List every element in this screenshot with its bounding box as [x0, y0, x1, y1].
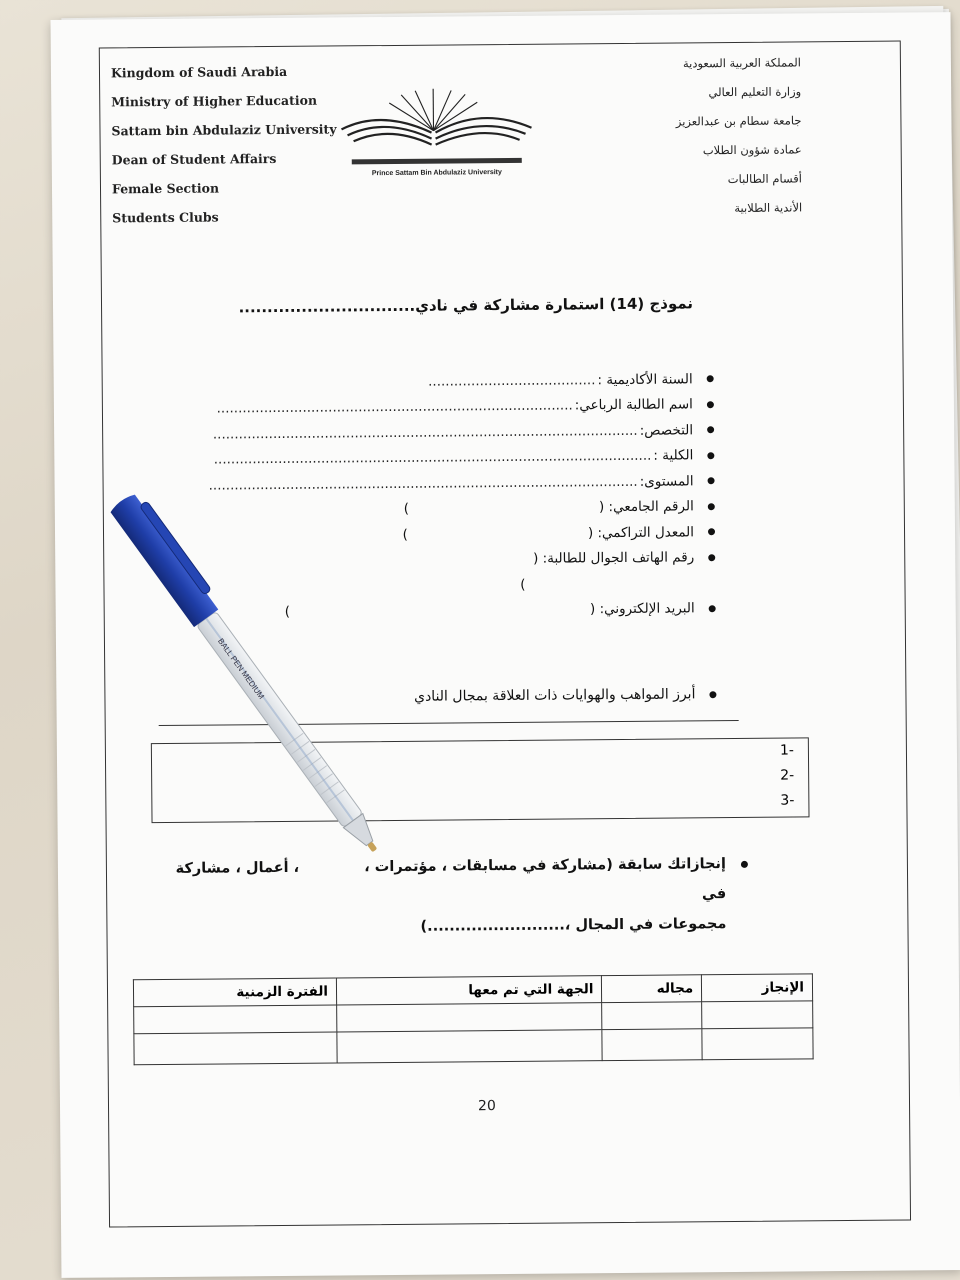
talent-row-3: -3: [780, 792, 795, 809]
field-fill: .......................................: [428, 371, 596, 390]
field-fill: ...................................................................................................: [212, 422, 638, 443]
field-close-paren: ): [520, 576, 526, 593]
field-close-paren: ): [284, 604, 291, 621]
header-line-university: Sattam bin Abdulaziz University: [111, 121, 337, 139]
ar-line-kingdom: المملكة العربية السعودية: [682, 55, 801, 71]
achievements-text-cont: ، أعمال ، مشاركة في: [175, 859, 727, 903]
header-line-dean: Dean of Student Affairs: [111, 150, 277, 168]
table-cell[interactable]: [134, 1005, 337, 1034]
talent-row-1: -1: [779, 742, 795, 759]
university-logo: [331, 88, 542, 180]
table-cell[interactable]: [602, 1002, 702, 1030]
table-cell[interactable]: [337, 1003, 603, 1032]
page-number: 20: [477, 1098, 496, 1115]
bullet-icon: [741, 861, 748, 868]
field-label: السنة الأكاديمية :: [597, 371, 693, 388]
col-field: مجاله: [602, 975, 702, 1003]
header-line-kingdom: Kingdom of Saudi Arabia: [110, 63, 288, 81]
bullet-icon: [707, 426, 714, 433]
logo-caption: Prince Sattam Bin Abdulaziz University: [371, 169, 502, 178]
field-label: البريد الإلكتروني: (: [589, 600, 695, 618]
form-title-dots: ...............................: [238, 296, 416, 317]
field-label: الكلية :: [653, 447, 694, 464]
achievements-text-line2: مجموعات في المجال ،.........................): [420, 916, 727, 935]
talents-heading: [414, 686, 717, 705]
bullet-icon: [709, 605, 716, 612]
field-close-paren: ): [403, 501, 410, 518]
table-cell[interactable]: [702, 1001, 813, 1029]
ar-line-dean: عمادة شؤون الطلاب: [702, 142, 802, 158]
bullet-icon: [708, 554, 715, 561]
talents-heading-text: أبرز المواهب والهوايات ذات العلاقة بمجال النادي: [414, 686, 696, 705]
field-label: الرقم الجامعي: (: [598, 498, 694, 516]
col-period: الفترة الزمنية: [133, 978, 336, 1007]
table-row[interactable]: [134, 1028, 813, 1065]
ar-line-section: أقسام الطالبات: [727, 171, 803, 187]
bullet-icon: [709, 691, 716, 698]
field-fill: ......................................................................................................: [213, 447, 652, 468]
pen-imprint: BALL PEN MEDIUM: [216, 636, 266, 701]
table-cell[interactable]: [337, 1030, 603, 1063]
english-header: [111, 63, 338, 239]
achievements-paragraph: [156, 849, 727, 944]
bullet-icon: [707, 375, 714, 382]
table-cell[interactable]: [134, 1032, 337, 1065]
bullet-icon: [708, 528, 715, 535]
col-entity: الجهة التي تم معها: [336, 976, 602, 1005]
field-email[interactable]: [176, 596, 716, 626]
table-cell[interactable]: [602, 1029, 702, 1061]
form-sheet: [51, 12, 960, 1278]
field-close-paren: ): [402, 526, 408, 543]
table-cell[interactable]: [702, 1028, 813, 1060]
field-label: المستوى:: [639, 473, 694, 490]
arabic-header: [675, 55, 802, 230]
achievements-text: إنجازاتك سابقة (مشاركة في مسابقات ، مؤتمرات ،: [364, 856, 726, 876]
field-fill: ...................................................................................: [216, 397, 573, 417]
header-line-clubs: Students Clubs: [112, 209, 219, 226]
field-label: التخصص:: [639, 422, 694, 439]
field-label: اسم الطالبة الرباعي:: [574, 396, 693, 414]
ar-line-ministry: وزارة التعليم العالي: [708, 84, 802, 100]
bullet-icon: [707, 452, 714, 459]
talent-row-2: -2: [780, 767, 795, 784]
ar-line-clubs: الأندية الطلابية: [734, 200, 803, 215]
field-fill: ....................................................................................................: [208, 473, 638, 494]
field-label: المعدل التراكمي: (: [587, 524, 695, 542]
field-label: رقم الهاتف الجوال للطالبة: (: [532, 549, 695, 568]
talents-box[interactable]: [151, 737, 810, 823]
bullet-icon: [708, 503, 715, 510]
ar-line-university: جامعة سطام بن عبدالعزيز: [675, 113, 802, 129]
achievements-table: [133, 973, 814, 1065]
form-title-text: نموذج (14) استمارة مشاركة في نادي: [415, 294, 694, 315]
header-line-section: Female Section: [111, 180, 220, 197]
header-line-ministry: Ministry of Higher Education: [111, 92, 318, 110]
bullet-icon: [708, 477, 715, 484]
bullet-icon: [707, 401, 714, 408]
form-fields: [174, 366, 716, 626]
col-achievement: الإنجاز: [702, 974, 813, 1002]
